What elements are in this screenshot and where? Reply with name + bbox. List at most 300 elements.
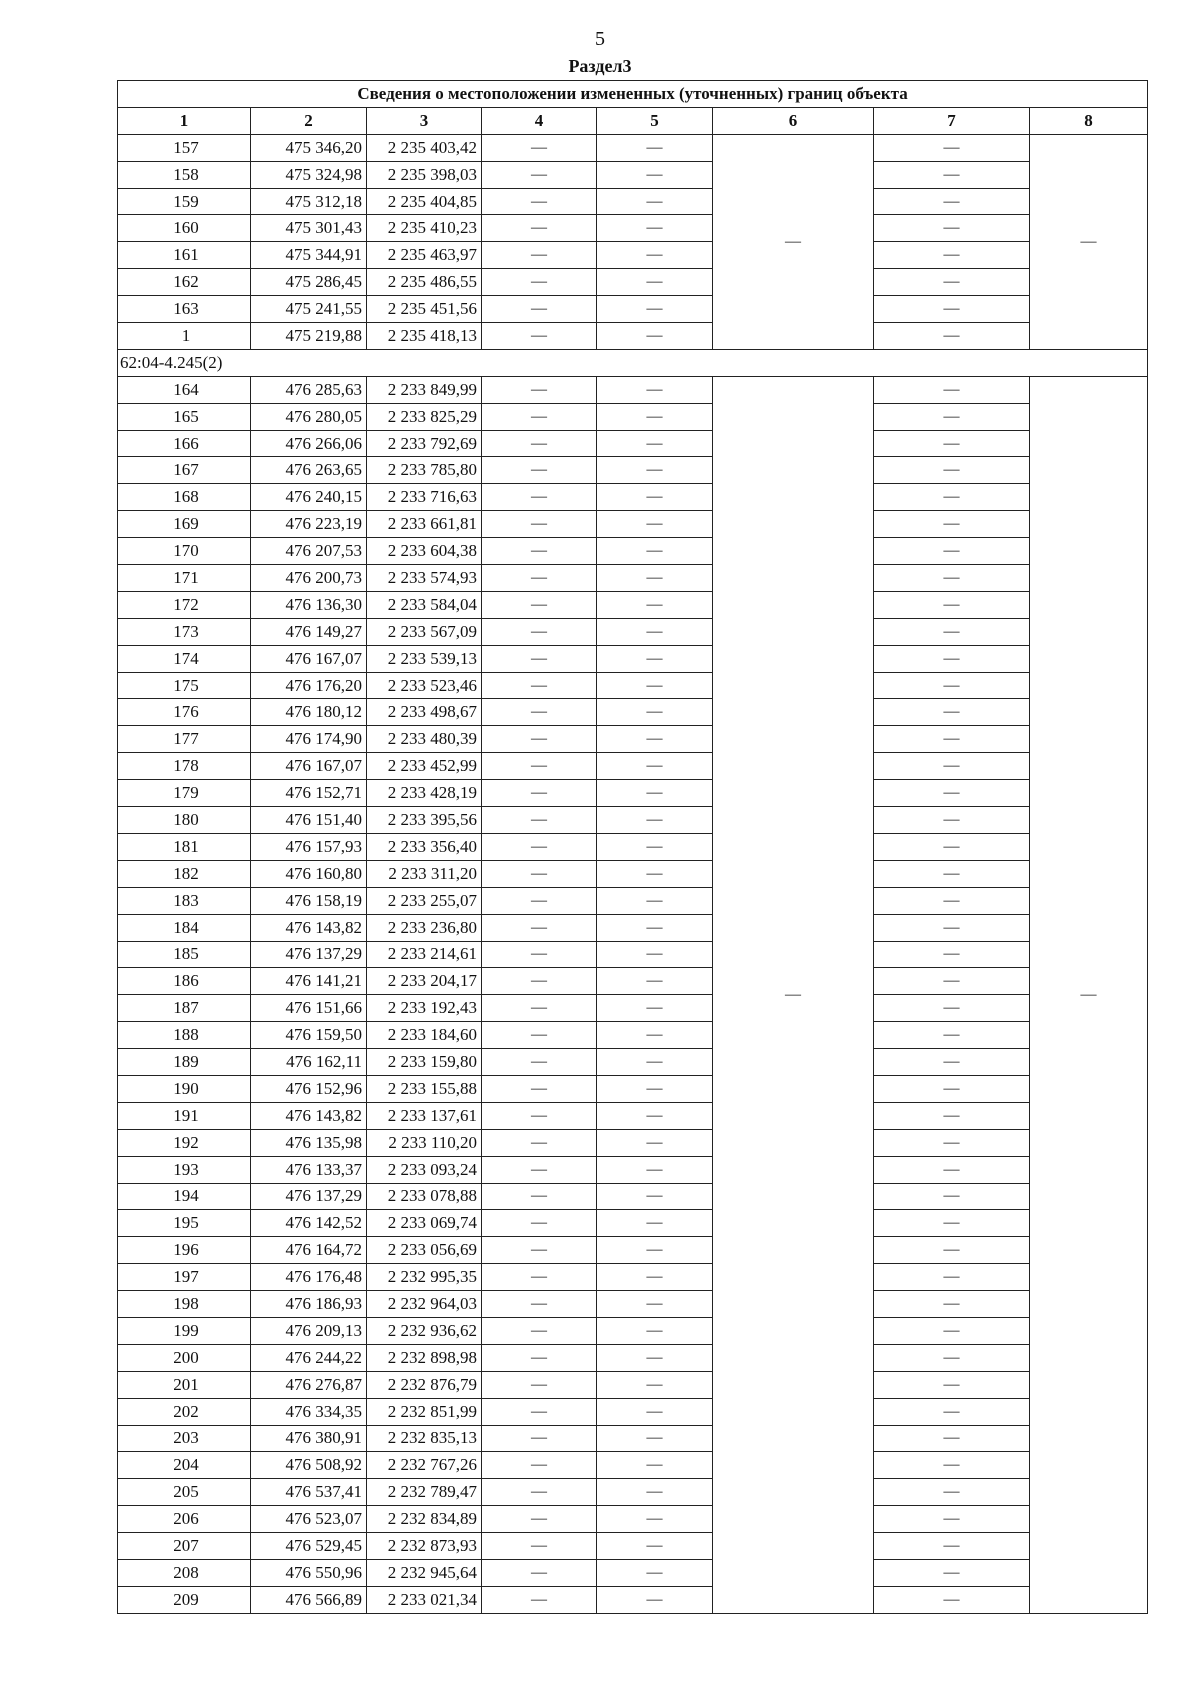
coord-x: 476 159,50 [251,1022,367,1049]
col4-value: — [482,941,597,968]
col5-value: — [597,296,713,323]
point-number: 196 [118,1237,251,1264]
coord-x: 475 312,18 [251,188,367,215]
col7-value: — [874,753,1030,780]
point-number: 199 [118,1317,251,1344]
col4-value: — [482,1452,597,1479]
coord-x: 476 160,80 [251,860,367,887]
point-number: 170 [118,538,251,565]
table-row [118,1371,1148,1398]
col7-value: — [874,1049,1030,1076]
col5-value: — [597,1049,713,1076]
table-row [118,1559,1148,1586]
col4-value: — [482,1237,597,1264]
table-row [118,780,1148,807]
col5-value: — [597,914,713,941]
col4-value: — [482,807,597,834]
col4-value: — [482,269,597,296]
point-number: 205 [118,1479,251,1506]
col5-value: — [597,403,713,430]
coord-x: 476 143,82 [251,1102,367,1129]
coord-y: 2 232 873,93 [367,1533,482,1560]
coord-y: 2 235 418,13 [367,323,482,350]
col5-value: — [597,242,713,269]
coord-x: 476 167,07 [251,645,367,672]
col7-value: — [874,1559,1030,1586]
table-row [118,403,1148,430]
col7-value: — [874,403,1030,430]
table-row [118,672,1148,699]
coord-y: 2 233 661,81 [367,511,482,538]
col7-value: — [874,914,1030,941]
col5-value: — [597,484,713,511]
point-number: 206 [118,1506,251,1533]
point-number: 204 [118,1452,251,1479]
point-number: 179 [118,780,251,807]
coord-x: 476 174,90 [251,726,367,753]
coord-x: 476 176,48 [251,1264,367,1291]
col7-value: — [874,1156,1030,1183]
coord-y: 2 233 255,07 [367,887,482,914]
coord-x: 476 240,15 [251,484,367,511]
col5-value: — [597,807,713,834]
coord-x: 476 529,45 [251,1533,367,1560]
coord-x: 476 151,40 [251,807,367,834]
table-row [118,1317,1148,1344]
table-row [118,968,1148,995]
coord-x: 476 149,27 [251,618,367,645]
col7-value: — [874,833,1030,860]
col5-value: — [597,1183,713,1210]
col4-value: — [482,161,597,188]
col7-value: — [874,1291,1030,1318]
point-number: 1 [118,323,251,350]
col5-value: — [597,511,713,538]
col4-value: — [482,134,597,161]
col4-value: — [482,430,597,457]
point-number: 185 [118,941,251,968]
col5-value: — [597,699,713,726]
col7-value: — [874,1183,1030,1210]
point-number: 166 [118,430,251,457]
coord-x: 476 151,66 [251,995,367,1022]
col8-value: — [1030,376,1148,1613]
col4-value: — [482,968,597,995]
col7-value: — [874,591,1030,618]
coord-x: 476 523,07 [251,1506,367,1533]
table-row [118,753,1148,780]
point-number: 186 [118,968,251,995]
table-row [118,242,1148,269]
coord-y: 2 233 849,99 [367,376,482,403]
point-number: 198 [118,1291,251,1318]
table-row [118,161,1148,188]
col7-value: — [874,457,1030,484]
point-number: 178 [118,753,251,780]
coord-y: 2 233 236,80 [367,914,482,941]
coord-y: 2 233 395,56 [367,807,482,834]
col5-value: — [597,134,713,161]
col4-value: — [482,1049,597,1076]
table-row [118,538,1148,565]
point-number: 190 [118,1075,251,1102]
col4-value: — [482,1398,597,1425]
coord-y: 2 233 604,38 [367,538,482,565]
coord-y: 2 233 214,61 [367,941,482,968]
col4-value: — [482,699,597,726]
col5-value: — [597,1210,713,1237]
point-number: 161 [118,242,251,269]
col7-value: — [874,807,1030,834]
table-row [118,134,1148,161]
col7-value: — [874,1264,1030,1291]
coord-x: 476 285,63 [251,376,367,403]
col7-value: — [874,1210,1030,1237]
point-number: 203 [118,1425,251,1452]
coord-x: 476 152,71 [251,780,367,807]
coord-x: 475 286,45 [251,269,367,296]
coord-x: 476 137,29 [251,941,367,968]
point-number: 180 [118,807,251,834]
col7-value: — [874,1129,1030,1156]
table-row [118,860,1148,887]
col-header: 7 [874,107,1030,134]
col7-value: — [874,565,1030,592]
col5-value: — [597,645,713,672]
col5-value: — [597,1129,713,1156]
coord-x: 476 162,11 [251,1049,367,1076]
point-number: 188 [118,1022,251,1049]
col5-value: — [597,1586,713,1613]
col5-value: — [597,941,713,968]
coord-x: 476 280,05 [251,403,367,430]
col4-value: — [482,1533,597,1560]
col5-value: — [597,1022,713,1049]
coord-x: 475 344,91 [251,242,367,269]
coord-x: 476 244,22 [251,1344,367,1371]
coord-y: 2 235 398,03 [367,161,482,188]
col7-value: — [874,134,1030,161]
point-number: 209 [118,1586,251,1613]
col5-value: — [597,968,713,995]
point-number: 201 [118,1371,251,1398]
col7-value: — [874,1533,1030,1560]
col7-value: — [874,1479,1030,1506]
coord-x: 476 207,53 [251,538,367,565]
coord-y: 2 233 155,88 [367,1075,482,1102]
col4-value: — [482,887,597,914]
col5-value: — [597,618,713,645]
point-number: 162 [118,269,251,296]
coord-y: 2 233 192,43 [367,995,482,1022]
col4-value: — [482,403,597,430]
coord-x: 476 167,07 [251,753,367,780]
col7-value: — [874,1102,1030,1129]
point-number: 167 [118,457,251,484]
coord-y: 2 233 356,40 [367,833,482,860]
col4-value: — [482,753,597,780]
coord-x: 475 301,43 [251,215,367,242]
coord-x: 476 164,72 [251,1237,367,1264]
col5-value: — [597,1102,713,1129]
col5-value: — [597,1479,713,1506]
table-row [118,565,1148,592]
col4-value: — [482,296,597,323]
col7-value: — [874,538,1030,565]
col7-value: — [874,618,1030,645]
coord-x: 475 346,20 [251,134,367,161]
col7-value: — [874,645,1030,672]
col5-value: — [597,1425,713,1452]
point-number: 164 [118,376,251,403]
col7-value: — [874,242,1030,269]
col7-value: — [874,995,1030,1022]
coord-y: 2 233 785,80 [367,457,482,484]
point-number: 187 [118,995,251,1022]
point-number: 208 [118,1559,251,1586]
table-row [118,457,1148,484]
table-row [118,269,1148,296]
col4-value: — [482,1264,597,1291]
col7-value: — [874,296,1030,323]
coord-y: 2 232 835,13 [367,1425,482,1452]
table-row [118,1237,1148,1264]
table-row [118,726,1148,753]
col7-value: — [874,1075,1030,1102]
table-row [118,215,1148,242]
coord-y: 2 233 716,63 [367,484,482,511]
table-row [118,296,1148,323]
coord-x: 476 133,37 [251,1156,367,1183]
col4-value: — [482,726,597,753]
coord-x: 475 324,98 [251,161,367,188]
col4-value: — [482,1102,597,1129]
coord-y: 2 233 311,20 [367,860,482,887]
table-row [118,887,1148,914]
table-row [118,1479,1148,1506]
col7-value: — [874,484,1030,511]
col4-value: — [482,565,597,592]
col4-value: — [482,323,597,350]
point-number: 181 [118,833,251,860]
col7-value: — [874,780,1030,807]
col8-value: — [1030,134,1148,349]
coord-y: 2 232 964,03 [367,1291,482,1318]
coord-y: 2 233 792,69 [367,430,482,457]
col5-value: — [597,860,713,887]
col-header: 3 [367,107,482,134]
col-header: 4 [482,107,597,134]
table-row [118,1129,1148,1156]
col7-value: — [874,726,1030,753]
coord-x: 476 135,98 [251,1129,367,1156]
table-row [118,1264,1148,1291]
point-number: 182 [118,860,251,887]
col4-value: — [482,1425,597,1452]
col7-value: — [874,699,1030,726]
col5-value: — [597,1237,713,1264]
coord-x: 476 157,93 [251,833,367,860]
col5-value: — [597,457,713,484]
subheader-row [118,349,1148,376]
col5-value: — [597,1156,713,1183]
col7-value: — [874,1371,1030,1398]
point-number: 158 [118,161,251,188]
col5-value: — [597,753,713,780]
col5-value: — [597,1452,713,1479]
coord-y: 2 235 404,85 [367,188,482,215]
coord-x: 476 142,52 [251,1210,367,1237]
table-row [118,645,1148,672]
col5-value: — [597,1317,713,1344]
col7-value: — [874,1237,1030,1264]
col5-value: — [597,1291,713,1318]
table-row [118,1049,1148,1076]
point-number: 165 [118,403,251,430]
col7-value: — [874,1022,1030,1049]
col4-value: — [482,591,597,618]
coord-y: 2 235 463,97 [367,242,482,269]
coord-y: 2 233 093,24 [367,1156,482,1183]
coord-x: 476 334,35 [251,1398,367,1425]
table-caption: Сведения о местоположении измененных (уточненных) границ объекта [118,81,1148,108]
col4-value: — [482,188,597,215]
table-row [118,941,1148,968]
coord-x: 476 152,96 [251,1075,367,1102]
col4-value: — [482,1317,597,1344]
col7-value: — [874,968,1030,995]
col5-value: — [597,323,713,350]
table-row [118,1398,1148,1425]
coord-x: 476 180,12 [251,699,367,726]
coord-y: 2 233 078,88 [367,1183,482,1210]
coord-y: 2 233 069,74 [367,1210,482,1237]
point-number: 177 [118,726,251,753]
col7-value: — [874,1452,1030,1479]
point-number: 174 [118,645,251,672]
col7-value: — [874,215,1030,242]
table-row [118,618,1148,645]
table-row [118,699,1148,726]
table-row [118,1344,1148,1371]
col5-value: — [597,565,713,592]
coord-y: 2 233 584,04 [367,591,482,618]
coord-y: 2 233 452,99 [367,753,482,780]
col4-value: — [482,538,597,565]
coord-x: 476 263,65 [251,457,367,484]
table-row [118,914,1148,941]
point-number: 159 [118,188,251,215]
col5-value: — [597,1344,713,1371]
coord-x: 476 158,19 [251,887,367,914]
col7-value: — [874,1398,1030,1425]
coord-y: 2 233 056,69 [367,1237,482,1264]
col7-value: — [874,161,1030,188]
coord-y: 2 232 936,62 [367,1317,482,1344]
col7-value: — [874,1506,1030,1533]
table-row [118,1022,1148,1049]
point-number: 173 [118,618,251,645]
coord-x: 476 200,73 [251,565,367,592]
col7-value: — [874,672,1030,699]
col5-value: — [597,1533,713,1560]
coord-y: 2 232 945,64 [367,1559,482,1586]
col4-value: — [482,511,597,538]
col5-value: — [597,591,713,618]
col7-value: — [874,860,1030,887]
coord-y: 2 235 451,56 [367,296,482,323]
point-number: 175 [118,672,251,699]
col5-value: — [597,1559,713,1586]
table-row [118,1425,1148,1452]
coord-y: 2 233 184,60 [367,1022,482,1049]
coord-x: 476 566,89 [251,1586,367,1613]
coord-y: 2 233 523,46 [367,672,482,699]
col4-value: — [482,833,597,860]
coord-x: 476 186,93 [251,1291,367,1318]
col-header: 2 [251,107,367,134]
col4-value: — [482,618,597,645]
col5-value: — [597,726,713,753]
col5-value: — [597,995,713,1022]
coord-y: 2 232 898,98 [367,1344,482,1371]
col4-value: — [482,1586,597,1613]
point-number: 163 [118,296,251,323]
point-number: 207 [118,1533,251,1560]
table-row [118,807,1148,834]
col4-value: — [482,1291,597,1318]
coord-x: 476 537,41 [251,1479,367,1506]
col7-value: — [874,1425,1030,1452]
col7-value: — [874,511,1030,538]
col7-value: — [874,1344,1030,1371]
table-row [118,1506,1148,1533]
coord-x: 475 219,88 [251,323,367,350]
col5-value: — [597,269,713,296]
table-row [118,591,1148,618]
point-number: 195 [118,1210,251,1237]
coord-y: 2 232 995,35 [367,1264,482,1291]
col7-value: — [874,887,1030,914]
point-number: 171 [118,565,251,592]
page-number: 5 [595,28,605,50]
coord-x: 476 380,91 [251,1425,367,1452]
coord-y: 2 233 021,34 [367,1586,482,1613]
coord-y: 2 235 410,23 [367,215,482,242]
col5-value: — [597,1371,713,1398]
col4-value: — [482,914,597,941]
col-header: 6 [713,107,874,134]
boundary-table [117,80,1148,1614]
point-number: 193 [118,1156,251,1183]
table-row [118,484,1148,511]
table-row [118,1210,1148,1237]
coord-x: 476 143,82 [251,914,367,941]
table-row [118,995,1148,1022]
point-number: 169 [118,511,251,538]
point-number: 194 [118,1183,251,1210]
coord-x: 476 136,30 [251,591,367,618]
point-number: 202 [118,1398,251,1425]
col-header: 1 [118,107,251,134]
col6-value: — [713,376,874,1613]
col6-value: — [713,134,874,349]
col4-value: — [482,457,597,484]
col4-value: — [482,1344,597,1371]
coord-x: 475 241,55 [251,296,367,323]
coord-x: 476 176,20 [251,672,367,699]
col4-value: — [482,672,597,699]
